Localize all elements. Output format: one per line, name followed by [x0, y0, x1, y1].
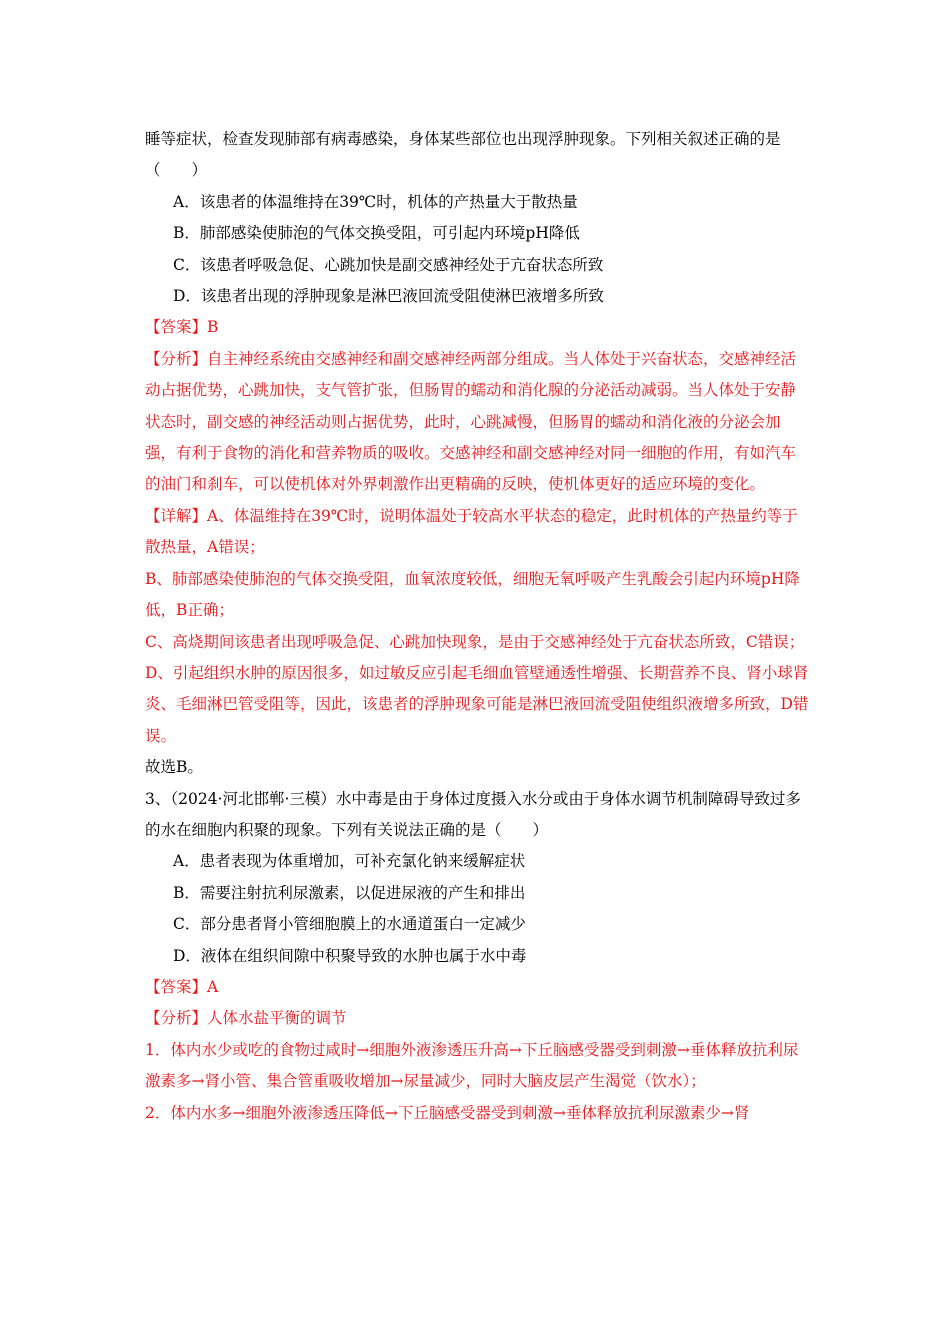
question-2-option-a: A．该患者的体温维持在39℃时，机体的产热量大于散热量 — [173, 192, 578, 211]
question-3-answer: 【答案】A — [145, 977, 219, 996]
question-2-stem-tail: 睡等症状，检查发现肺部有病毒感染，身体某些部位也出现浮肿现象。下列相关叙述正确的是（ ） — [145, 130, 781, 180]
question-3-option-b: B．需要注射抗利尿激素，以促进尿液的产生和排出 — [173, 883, 526, 902]
question-3-stem: 3、（2024·河北邯郸·三模）水中毒是由于身体过度摄入水分或由于身体水调节机制障碍导致过多的水在细胞内积聚的现象。下列有关说法正确的是（ ） — [145, 789, 801, 839]
question-2-conclusion: 故选B。 — [145, 758, 203, 777]
question-2-detail-a: 【详解】A、体温维持在39℃时，说明体温处于较高水平状态的稳定，此时机体的产热量约等于散热量，A错误； — [145, 506, 798, 557]
question-3-option-d: D．液体在组织间隙中积聚导致的水肿也属于水中毒 — [173, 946, 527, 965]
question-2-detail-b: B、肺部感染使肺泡的气体交换受阻，血氧浓度较低，细胞无氧呼吸产生乳酸会引起内环境pH降低，B正确； — [145, 569, 800, 620]
question-2-option-d: D．该患者出现的浮肿现象是淋巴液回流受阻使淋巴液增多所致 — [173, 287, 604, 306]
document-body — [145, 124, 810, 1129]
question-2-option-c: C．该患者呼吸急促、心跳加快是副交感神经处于亢奋状态所致 — [173, 255, 604, 274]
question-3-option-a: A．患者表现为体重增加，可补充氯化钠来缓解症状 — [173, 852, 526, 871]
question-3-option-c: C．部分患者肾小管细胞膜上的水通道蛋白一定减少 — [173, 915, 526, 934]
question-2-detail-c: C、高烧期间该患者出现呼吸急促、心跳加快现象，是由于交感神经处于亢奋状态所致，C错误； — [145, 632, 805, 651]
question-2-detail-d: D、引起组织水肿的原因很多，如过敏反应引起毛细血管壁通透性增强、长期营养不良、肾小球肾炎、毛细淋巴管受阻等，因此，该患者的浮肿现象可能是淋巴液回流受阻使组织液增多所致，D错误。 — [145, 663, 809, 745]
question-3-point-1: 1．体内水少或吃的食物过咸时→细胞外液渗透压升高→下丘脑感受器受到刺激→垂体释放抗利尿激素多→肾小管、集合管重吸收增加→尿量减少，同时大脑皮层产生渴觉（饮水）； — [145, 1040, 799, 1091]
question-3-analysis: 【分析】人体水盐平衡的调节 — [145, 1009, 347, 1028]
question-2-answer: 【答案】B — [145, 318, 219, 337]
question-3-point-2: 2．体内水多→细胞外液渗透压降低→下丘脑感受器受到刺激→垂体释放抗利尿激素少→肾 — [145, 1103, 750, 1122]
question-2-analysis: 【分析】自主神经系统由交感神经和副交感神经两部分组成。当人体处于兴奋状态，交感神经活动占据优势，心跳加快，支气管扩张，但肠胃的蠕动和消化腺的分泌活动减弱。当人体处于安静状态时，副交感的神经活动则占据优势，此时，心跳减慢，但肠胃的蠕动和消化液的分泌会加强，有利于食物的消化和营养物质的吸收。交感神经和副交感神经对同一细胞的作用，有如汽车的油门和刹车，可以使机体对外界刺激作出更精确的反映，使机体更好的适应环境的变化。 — [145, 349, 797, 494]
question-2-option-b: B．肺部感染使肺泡的气体交换受阻，可引起内环境pH降低 — [173, 224, 580, 243]
